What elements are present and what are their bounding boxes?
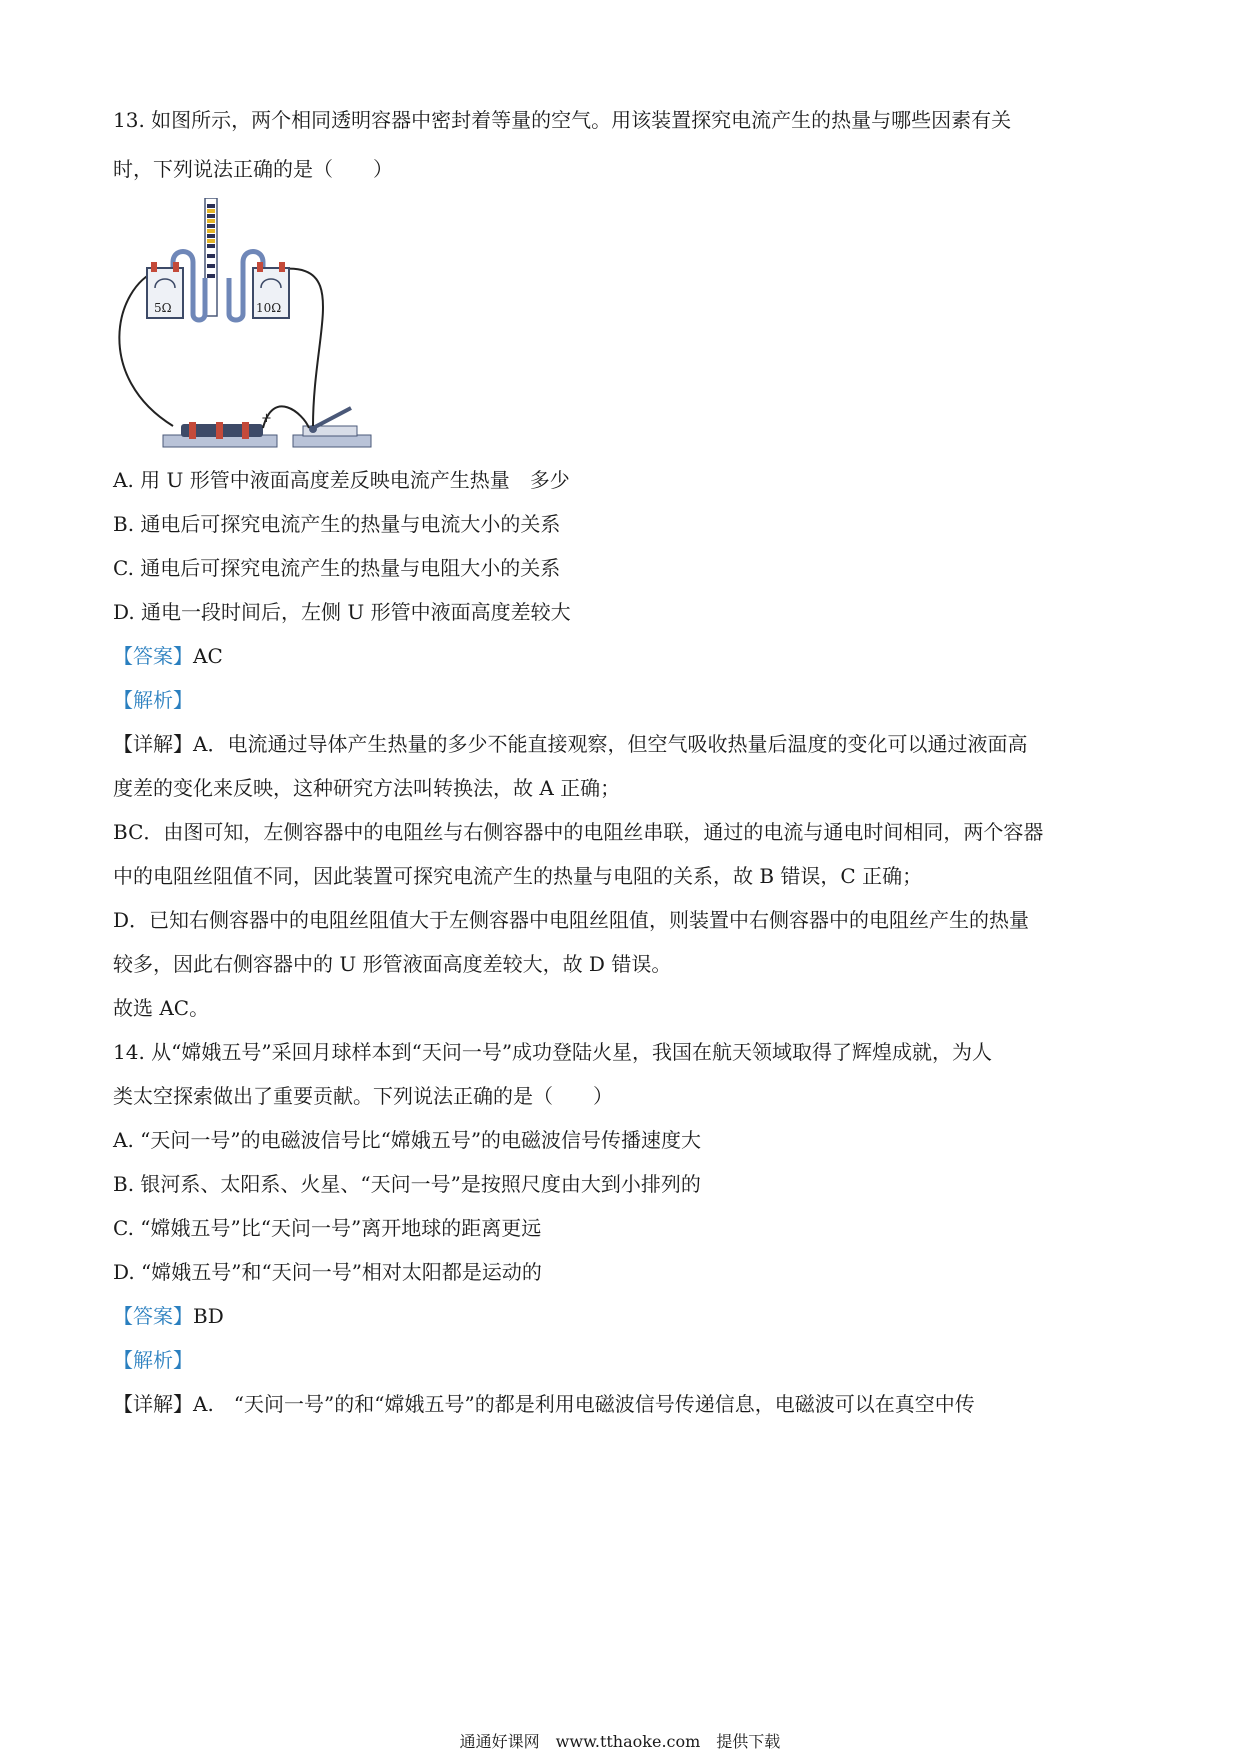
q14-analysis-tag: 【解析】 [113,1348,193,1372]
q13-analysis-tag: 【解析】 [113,688,193,712]
q13-detail-line3: BC．由图可知，左侧容器中的电阻丝与右侧容器中的电阻丝串联，通过的电流与通电时间相同，两个容器 [113,820,1044,844]
q14-stem-line2: 类太空探索做出了重要贡献。下列说法正确的是（ ） [113,1084,613,1108]
q13-option-b: B. 通电后可探究电流产生的热量与电流大小的关系 [113,512,561,536]
battery-plus-label: + [261,411,272,426]
q14-option-d: D. “嫦娥五号”和“天问一号”相对太阳都是运动的 [113,1260,542,1284]
q13-detail-tag: 【详解】 [113,732,193,756]
q14-answer-value: BD [193,1304,224,1328]
footer-watermark: 通通好课网 www.tthaoke.com 提供下载 [459,1732,781,1751]
q13-answer-value: AC [193,644,223,668]
q13-detail-line1 [113,734,1027,754]
q13-stem-line1: 13. 如图所示，两个相同透明容器中密封着等量的空气。用该装置探究电流产生的热量与哪些因素有关 [113,108,1012,132]
switch-base [293,435,371,447]
q13-analysis [113,690,193,710]
q13-stem-line2: 时，下列说法正确的是（ ） [113,157,393,181]
q13-answer [113,646,223,666]
q14-option-c: C. “嫦娥五号”比“天问一号”离开地球的距离更远 [113,1216,542,1240]
q13-option-a: A. 用 U 形管中液面高度差反映电流产生热量 多少 [113,468,570,492]
right-resistor-label: 10Ω [256,301,282,315]
joule-heating-apparatus-figure [113,198,373,458]
q13-detail-line6: 较多，因此右侧容器中的 U 形管液面高度差较大，故 D 错误。 [113,952,672,976]
q13-detail-line4: 中的电阻丝阻值不同，因此装置可探究电流产生的热量与电阻的关系，故 B 错误，C 正确； [113,864,923,888]
q14-stem-line1: 14. 从“嫦娥五号”采回月球样本到“天问一号”成功登陆火星，我国在航天领域取得了辉煌成就，为人 [113,1040,993,1064]
q14-answer-tag: 【答案】 [113,1304,193,1328]
q13-option-d: D. 通电一段时间后，左侧 U 形管中液面高度差较大 [113,600,571,624]
left-resistor-label: 5Ω [154,301,172,315]
q14-option-a: A. “天问一号”的电磁波信号比“嫦娥五号”的电磁波信号传播速度大 [113,1128,702,1152]
q13-detail-line7: 故选 AC。 [113,996,210,1020]
q13-detail-line5: D．已知右侧容器中的电阻丝阻值大于左侧容器中电阻丝阻值，则装置中右侧容器中的电阻丝产生的热量 [113,908,1030,932]
q14-detail-line1 [113,1394,975,1414]
q13-detail-text: A．电流通过导体产生热量的多少不能直接观察，但空气吸收热量后温度的变化可以通过液面高 [193,732,1028,756]
q14-answer [113,1306,224,1326]
q13-answer-tag: 【答案】 [113,644,193,668]
q14-detail-tag: 【详解】 [113,1392,193,1416]
q14-option-b: B. 银河系、太阳系、火星、“天问一号”是按照尺度由大到小排列的 [113,1172,701,1196]
q14-detail-text: A. “天问一号”的和“嫦娥五号”的都是利用电磁波信号传递信息，电磁波可以在真空中传 [193,1392,975,1416]
q14-analysis [113,1350,193,1370]
q13-option-c: C. 通电后可探究电流产生的热量与电阻大小的关系 [113,556,561,580]
switch-lever [313,408,351,428]
q13-detail-line2: 度差的变化来反映，这种研究方法叫转换法，故 A 正确； [113,776,621,800]
